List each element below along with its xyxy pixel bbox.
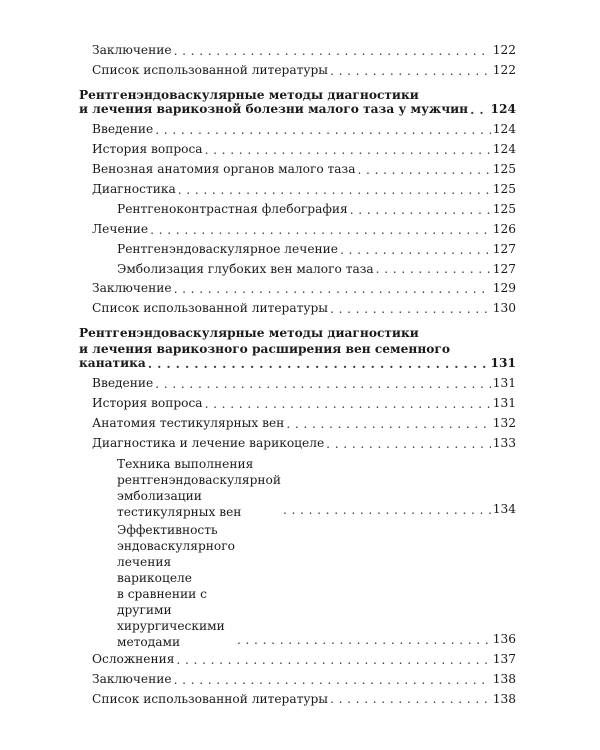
toc-entry-page: 131 xyxy=(492,396,516,411)
toc-entry-title: Анатомия тестикулярных вен xyxy=(92,415,285,430)
toc-entry-title: Заключение xyxy=(92,671,172,686)
toc-entry-title: Диагностика xyxy=(92,181,176,196)
dot-leader xyxy=(178,183,491,197)
toc-entry-title: Рентгенэндоваскулярное лечение xyxy=(117,241,338,256)
dot-leader xyxy=(237,633,491,647)
toc-entry-page: 138 xyxy=(492,691,516,706)
section-heading-line: Рентгенэндоваскулярные методы диагностики xyxy=(79,326,419,341)
toc-entry[interactable] xyxy=(79,120,516,140)
toc-subentry[interactable] xyxy=(79,240,516,260)
toc-entry[interactable] xyxy=(79,160,516,180)
toc-entry-page: 129 xyxy=(492,281,516,296)
dot-leader xyxy=(155,123,491,137)
dot-leader xyxy=(174,44,491,58)
toc-entry-title-line: Эффективность эндоваскулярного лечения варикоцеле xyxy=(117,522,235,585)
toc-entry[interactable] xyxy=(79,279,516,299)
toc-entry[interactable] xyxy=(79,650,516,670)
toc-entry-title-line: эмболизации тестикулярных вен xyxy=(117,488,242,519)
toc-subentry[interactable] xyxy=(79,520,516,650)
toc-entry-title: Осложнения xyxy=(92,651,175,666)
dot-leader xyxy=(148,357,489,371)
toc-entry[interactable] xyxy=(79,434,516,454)
toc-subentry[interactable] xyxy=(79,454,516,520)
section-heading-title: канатика xyxy=(79,356,146,371)
toc-entry-title: Список использованной литературы xyxy=(92,301,329,316)
toc-entry-title-line: Техника выполнения рентгенэндоваскулярной xyxy=(117,456,281,487)
toc-entry-page: 131 xyxy=(492,376,516,391)
dot-leader xyxy=(283,503,491,517)
toc-entry-page: 125 xyxy=(492,162,516,177)
toc-entry-page: 130 xyxy=(492,301,516,316)
section-heading[interactable] xyxy=(79,326,516,374)
section-heading-last-line xyxy=(79,357,516,374)
toc-entry-title: Список использованной литературы xyxy=(92,62,329,77)
toc-entry-title: Список использованной литературы xyxy=(92,691,329,706)
toc-entry[interactable] xyxy=(79,670,516,690)
toc-entry-title: История вопроса xyxy=(92,142,203,157)
dot-leader xyxy=(150,223,491,237)
toc-entry-page: 127 xyxy=(492,261,516,276)
toc-entry-title xyxy=(117,522,235,650)
toc-entry[interactable] xyxy=(79,374,516,394)
section-heading-title: и лечения варикозной болезни малого таза у мужчин xyxy=(79,102,469,117)
toc-entry-title: Рентгеноконтрастная флебография xyxy=(117,201,348,216)
toc-entry[interactable] xyxy=(79,180,516,200)
toc-entry-title: Лечение xyxy=(92,221,149,236)
toc-entry-title: Венозная анатомия органов малого таза xyxy=(92,162,356,177)
toc-entry[interactable] xyxy=(79,61,516,81)
dot-leader xyxy=(470,103,488,117)
toc-entry-page: 125 xyxy=(492,181,516,196)
toc-entry-page: 127 xyxy=(492,241,516,256)
dot-leader xyxy=(330,302,491,316)
toc-entry-title: Заключение xyxy=(92,42,172,57)
toc-entry-page: 134 xyxy=(492,501,516,516)
toc-entry[interactable] xyxy=(79,41,516,61)
toc-entry-title: Введение xyxy=(92,122,154,137)
section-heading[interactable] xyxy=(79,88,516,121)
toc-entry-page: 137 xyxy=(492,651,516,666)
section-heading-line: и лечения варикозного расширения вен семенного xyxy=(79,341,450,356)
toc-entry-page: 133 xyxy=(492,435,516,450)
dot-leader xyxy=(340,243,491,257)
toc-subentry[interactable] xyxy=(79,260,516,280)
dot-leader xyxy=(174,673,491,687)
toc-entry-title-line: в сравнении с другими хирургическими методами xyxy=(117,586,225,649)
toc-entry[interactable] xyxy=(79,690,516,710)
toc-entry-page: 122 xyxy=(492,42,516,57)
table-of-contents xyxy=(79,41,516,709)
dot-leader xyxy=(205,397,491,411)
dot-leader xyxy=(330,64,491,78)
toc-entry-page: 124 xyxy=(492,122,516,137)
section-heading-line: Рентгенэндоваскулярные методы диагностики xyxy=(79,87,419,102)
toc-entry-page: 122 xyxy=(492,62,516,77)
section-heading-last-line xyxy=(79,103,516,120)
toc-subentry[interactable] xyxy=(79,200,516,220)
toc-entry[interactable] xyxy=(79,299,516,319)
toc-entry-page: 138 xyxy=(492,671,516,686)
section-heading-page: 131 xyxy=(490,356,516,371)
toc-entry-page: 126 xyxy=(492,221,516,236)
dot-leader xyxy=(376,262,491,276)
section-heading-page: 124 xyxy=(490,102,516,117)
toc-entry-title: История вопроса xyxy=(92,396,203,411)
toc-entry-title: Введение xyxy=(92,376,154,391)
dot-leader xyxy=(174,282,491,296)
dot-leader xyxy=(155,377,491,391)
toc-entry-page: 132 xyxy=(492,415,516,430)
dot-leader xyxy=(205,143,491,157)
toc-entry[interactable] xyxy=(79,394,516,414)
toc-entry-page: 125 xyxy=(492,201,516,216)
toc-entry-page: 136 xyxy=(492,631,516,646)
toc-entry-title: Заключение xyxy=(92,281,172,296)
dot-leader xyxy=(286,417,490,431)
toc-entry-page: 124 xyxy=(492,142,516,157)
toc-entry-title: Эмболизация глубоких вен малого таза xyxy=(117,261,374,276)
toc-entry[interactable] xyxy=(79,140,516,160)
dot-leader xyxy=(326,437,491,451)
toc-entry-title xyxy=(117,456,281,520)
dot-leader xyxy=(176,653,490,667)
toc-entry[interactable] xyxy=(79,414,516,434)
dot-leader xyxy=(330,692,491,706)
toc-entry-title: Диагностика и лечение варикоцеле xyxy=(92,435,325,450)
dot-leader xyxy=(357,163,490,177)
dot-leader xyxy=(350,203,491,217)
toc-entry[interactable] xyxy=(79,220,516,240)
